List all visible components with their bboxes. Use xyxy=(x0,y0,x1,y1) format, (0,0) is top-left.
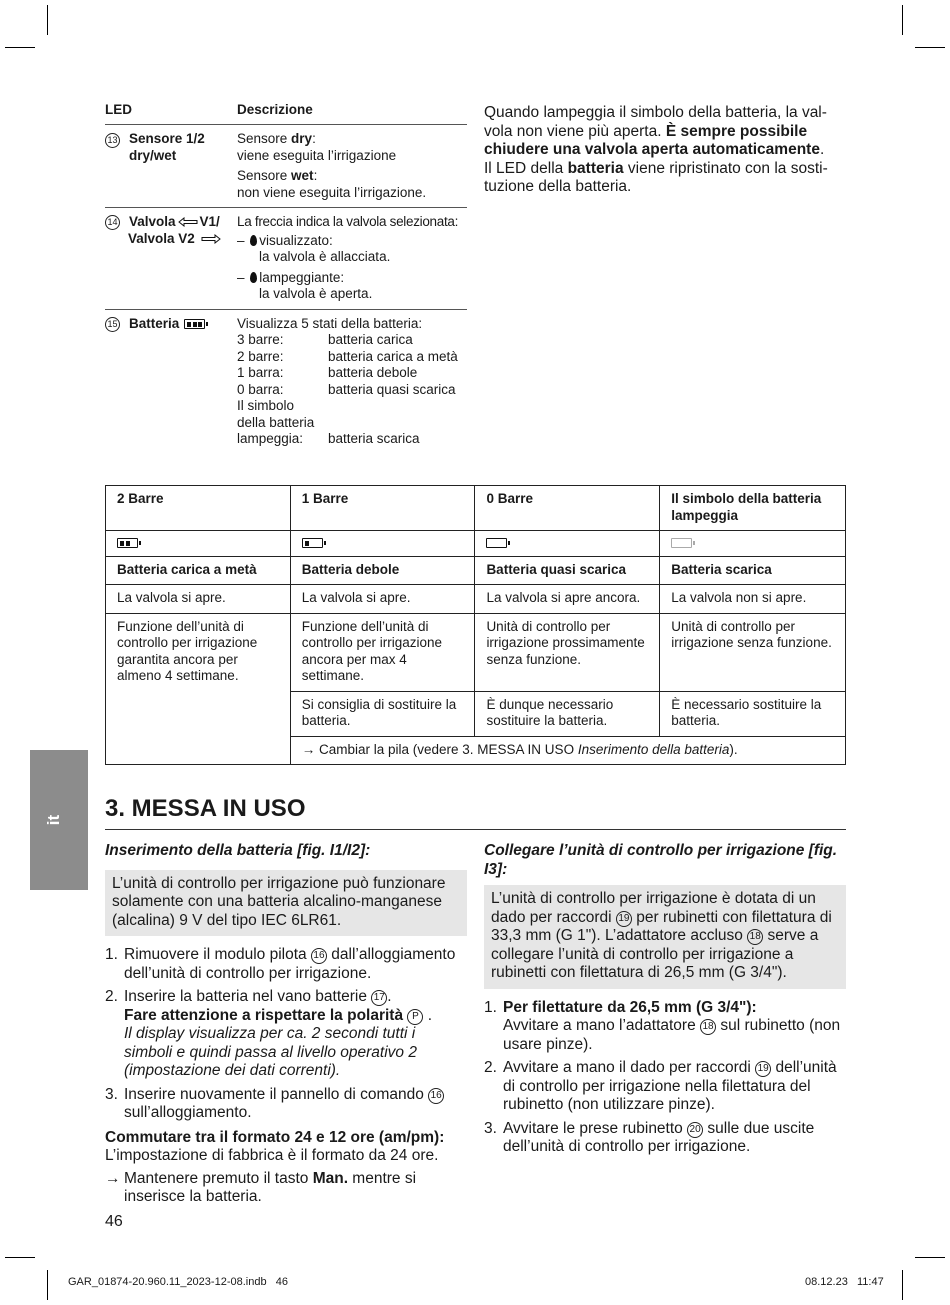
list-item: 3. Avvitare le prese rubinetto 20 sulle due uscite dell’unità di controllo per irrigazione. xyxy=(484,1119,815,1155)
crop-mark xyxy=(915,1257,945,1258)
instruction: → Mantenere premuto il tasto Man. mentre si inserisce la batteria. xyxy=(105,1169,417,1205)
footer-file: GAR_01874-20.960.11_2023-12-08.indb 46 xyxy=(68,1276,288,1288)
table-row: La valvola si apre. La valvola si apre. La valvola si apre ancora. La valvola non si apre. xyxy=(106,585,846,614)
crop-mark xyxy=(5,47,35,48)
language-tab: it xyxy=(30,750,88,890)
section-title: 3. MESSA IN USO xyxy=(105,795,306,822)
crop-mark xyxy=(47,5,48,35)
page-number: 46 xyxy=(105,1213,123,1230)
arrow-right-icon: → xyxy=(105,1169,121,1187)
info-box: L’unità di controllo per irrigazione può funzionare solamente con una batteria alcalino-manganese (alcalina) 9 V del tipo IEC 6LR61. xyxy=(105,870,467,937)
arrow-left-icon xyxy=(178,217,198,227)
table-row xyxy=(106,531,846,557)
battery-icon xyxy=(184,319,205,329)
battery-icon xyxy=(117,538,138,548)
led-row-sensor: 13 Sensore 1/2 dry/wet Sensore dry: viene eseguita l’irrigazione Sensore wet: non viene eseguita l’irrigazione. xyxy=(105,125,467,208)
section-rule xyxy=(105,829,846,830)
led-row-battery: 15 Batteria Visualizza 5 stati della batteria: 3 barre: batteria carica 2 barre: batteria carica a metà 1 barra: batteria debole 0 barra: batteria quasi scarica Il simbolo della batteria lampeggia: batteria scarica xyxy=(105,310,467,454)
battery-icon xyxy=(671,538,692,548)
steps-list xyxy=(105,946,467,1123)
callout-15: 15 xyxy=(105,317,120,332)
header-led: LED xyxy=(105,102,132,117)
callout-13: 13 xyxy=(105,133,120,148)
led-table-header xyxy=(105,100,467,125)
crop-mark xyxy=(915,47,945,48)
heading-battery-insert: Inserimento della batteria [fig. I1/I2]: xyxy=(105,842,371,859)
crop-mark xyxy=(47,1270,48,1300)
info-box: L’unità di controllo per irrigazione è dotata di un dado per raccordi 19 per rubinetti con filettatura di 33,3 mm (G 1"). L’adattatore accluso 18 serve a collegare l’unità di controllo per irrigazione a rubinetti con filettatura di 26,5 mm (G 3/4"). xyxy=(484,885,846,989)
list-item: 2. Avvitare a mano il dado per raccordi 19 dell’unità di controllo per irrigazione nella filettatura del rubinetto (non utilizzare pinze). xyxy=(484,1059,837,1113)
table-row: Funzione dell’unità di controllo per irrigazione garantita ancora per almeno 4 settimane. Funzione dell’unità di controllo per irrigazione ancora per max 4 settimane. Unità di controllo per irrigazione prossimamente senza funzione. Unità di controllo per irrigazione senza funzione. xyxy=(106,613,846,691)
table-row: Batteria carica a metà Batteria debole Batteria quasi scarica Batteria scarica xyxy=(106,556,846,585)
header-description: Descrizione xyxy=(237,102,313,117)
list-item: 1. Rimuovere il modulo pilota 16 dall’alloggiamento dell’unità di controllo per irrigazione. xyxy=(105,946,456,982)
list-item: 1. Per filettature da 26,5 mm (G 3/4"): Avvitare a mano l’adattatore 18 sul rubinetto (non usare pinze). xyxy=(484,998,841,1053)
list-item: 3. Inserire nuovamente il pannello di comando 16 sull’alloggiamento. xyxy=(105,1086,467,1123)
heading-connect: Collegare l’unità di controllo per irrigazione [fig. I3]: xyxy=(484,842,838,878)
footer-date: 08.12.23 11:47 xyxy=(805,1276,884,1288)
led-table xyxy=(105,100,467,454)
led-name-sensor: Sensore 1/2 dry/wet xyxy=(129,131,205,163)
table-row: 2 Barre 1 Barre 0 Barre Il simbolo della batteria lampeggia xyxy=(106,486,846,531)
battery-note: Quando lampeggia il simbolo della batteria, la val- vola non viene più aperta. È sempre possibile chiudere una valvola aperta automaticamente. Il LED della batteria viene ripristinato con la sosti- tuzione della batteria. xyxy=(484,104,828,195)
sub-heading-time-format: Commutare tra il formato 24 e 12 ore (am/pm): xyxy=(105,1128,445,1146)
crop-mark xyxy=(902,5,903,35)
crop-mark xyxy=(902,1270,903,1300)
arrow-right-icon xyxy=(201,234,221,244)
table-row: Si consiglia di sostituire la batteria. È dunque necessario sostituire la batteria. È necessario sostituire la batteria. xyxy=(106,691,846,736)
crop-mark xyxy=(5,1257,35,1258)
battery-icon xyxy=(486,538,507,548)
table-row: → Cambiar la pila (vedere 3. MESSA IN USO Inserimento della batteria). xyxy=(106,736,846,765)
drop-icon xyxy=(250,272,257,283)
drop-icon xyxy=(250,235,257,246)
led-row-valve: 14 Valvola V1/ Valvola V2 La freccia indica la valvola selezionata: – visualizzato: la valvola è allacciata. – lampeggiante: la valvola è aperta. xyxy=(105,208,467,310)
battery-icon xyxy=(302,538,323,548)
callout-14: 14 xyxy=(105,215,120,230)
left-column: Inserimento della batteria [fig. I1/I2]: L’unità di controllo per irrigazione può funzionare solamente con una batteria alcalino-manganese (alcalina) 9 V del tipo IEC 6LR61. 1. Rimuovere il modulo pilota 16 dall’alloggiamento dell’unità di controllo per irrigazione. 2. Inserire la batteria nel vano batterie 17 . Fare attenzione a rispettare la polarità P . Il display visualizza per ca. 2 secondi tutti i simboli e quindi passa al livello operativo 2 (impostazione dei dati correnti). 3. Inserire nuovamente il pannello di comando 16 sull’alloggiamento. Commutare tra il formato 24 e 12 ore (am/pm): L’impostazione di fabbrica è il formato da 24 ore. → Mantenere premuto il tasto Man. mentre si inserisce la batteria. xyxy=(105,842,467,1207)
battery-table xyxy=(105,485,846,765)
list-item: 2. Inserire la batteria nel vano batterie 17 . Fare attenzione a rispettare la polarità P . Il display visualizza per ca. 2 secondi tutti i simboli e quindi passa al livello operativo 2 (impostazione dei dati correnti). xyxy=(105,988,433,1079)
right-column xyxy=(484,842,846,1162)
steps-list xyxy=(484,999,846,1157)
